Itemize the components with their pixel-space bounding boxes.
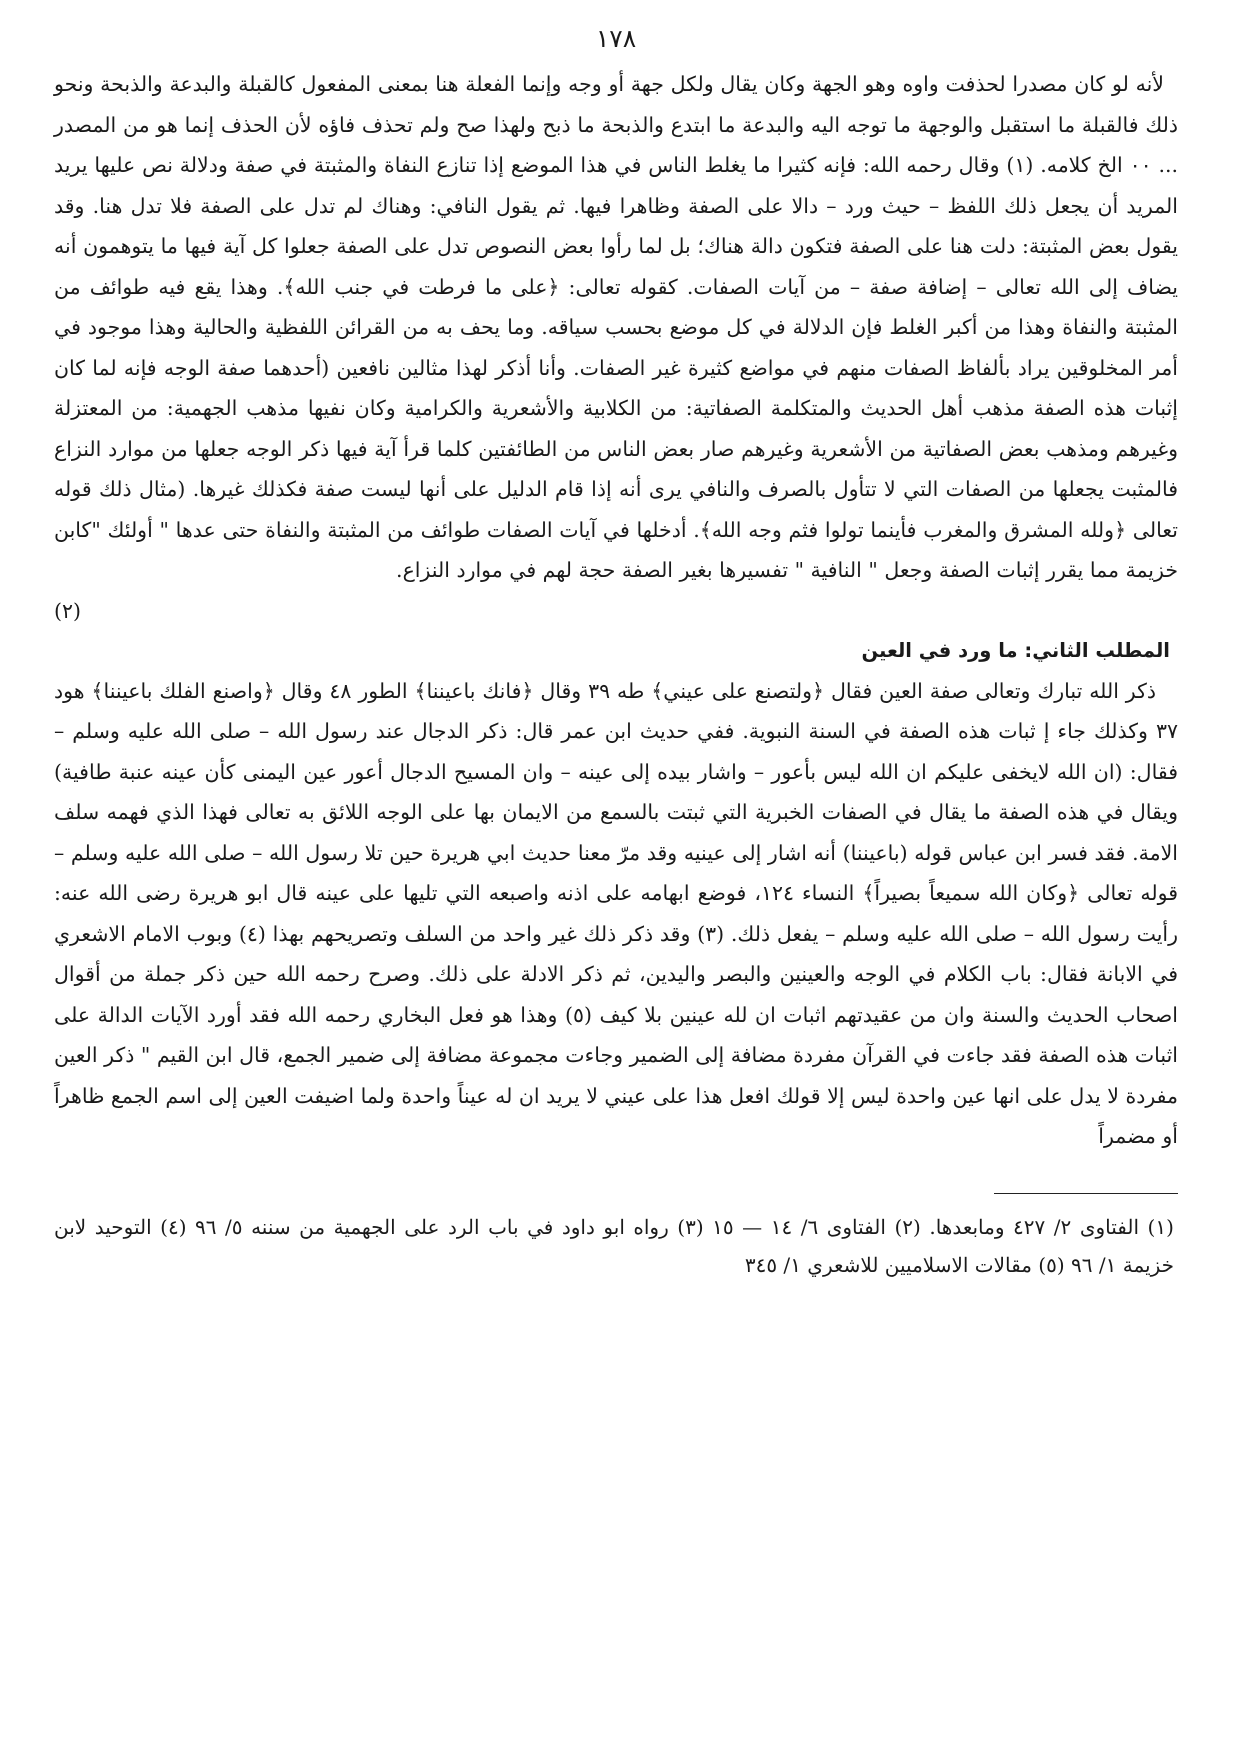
body-paragraph-1: لأنه لو كان مصدرا لحذفت واوه وهو الجهة وكان يقال ولكل جهة أو وجه وإنما الفعلة هنا بمعنى المفعول كالقبلة والبدعة والذبحة ونحو ذلك فالقبلة ما استقبل والوجهة ما توجه اليه والبدعة ما ابتدع والذبحة ما ذبح ولهذا صح ولم تحذف فاؤه لأن الحذف إنما هو من المصدر ... ٠٠ الخ كلامه. (١) وقال رحمه الله: فإنه كثيرا ما يغلط الناس في هذا الموضع إذا تنازع النفاة والمثبتة في صفة ودلالة نص عليها يريد المريد أن يجعل ذلك اللفظ – حيث ورد – دالا على الصفة وظاهرا فيها. ثم يقول النافي: وهناك لم تدل على الصفة فلا تدل هنا. وقد يقول بعض المثبتة: دلت هنا على الصفة فتكون دالة هناك؛ بل لما رأوا بعض النصوص تدل على الصفة جعلوا كل آية فيها ما يتوهمون أنه يضاف إلى الله تعالى – إضافة صفة – من آيات الصفات. كقوله تعالى: ﴿على ما فرطت في جنب الله﴾. وهذا يقع فيه طوائف من المثبتة والنفاة وهذا من أكبر الغلط فإن الدلالة في كل موضع بحسب سياقه. وما يحف به من القرائن اللفظية والحالية وهذا موجود في أمر المخلوقين يراد بألفاظ الصفات منهم في مواضع كثيرة غير الصفات. وأنا أذكر لهذا مثالين نافعين (أحدهما صفة الوجه فإنه لما كان إثبات هذه الصفة مذهب أهل الحديث والمتكلمة الصفاتية: من الكلابية والأشعرية والكرامية وكان نفيها مذهب الجهمية: من المعتزلة وغيرهم ومذهب بعض الصفاتية من الأشعرية وغيرهم صار بعض الناس من الطائفتين كلما قرأ آية فيها ذكر الوجه جعلها من موارد النزاع فالمثبت يجعلها من الصفات التي لا تتأول بالصرف والنافي يرى أنه إذا قام الدليل على أنها ليست صفة فكذلك غيرها. (مثال ذلك قوله تعالى ﴿ولله المشرق والمغرب فأينما تولوا فثم وجه الله﴾. أدخلها في آيات الصفات طوائف من المثبتة والنفاة حتى عدها " أولئك "كابن خزيمة مما يقرر إثبات الصفة وجعل " النافية " تفسيرها بغير الصفة حجة لهم في موارد النزاع.	[54, 72, 1178, 582]
footnote-divider	[994, 1193, 1178, 1194]
page-number: ١٧٨	[595, 24, 637, 53]
section-heading: المطلب الثاني: ما ورد في العين	[861, 638, 1170, 662]
document-page	[54, 22, 1178, 1284]
body-paragraph-2: ذكر الله تبارك وتعالى صفة العين فقال ﴿ولتصنع على عيني﴾ طه ٣٩ وقال ﴿فانك باعيننا﴾ الطور ٤٨ وقال ﴿واصنع الفلك باعيننا﴾ هود ٣٧ وكذلك جاء إ ثبات هذه الصفة في السنة النبوية. ففي حديث ابن عمر قال: ذكر الدجال عند رسول الله – صلى الله عليه وسلم – فقال: (ان الله لايخفى عليكم ان الله ليس بأعور – واشار بيده إلى عينه – وان المسيح الدجال أعور عين اليمنى كأن عينه عنبة طافية) ويقال في هذه الصفة ما يقال في الصفات الخبرية التي ثبتت بالسمع من الايمان بها على الوجه اللائق به تعالى فهذا الذي فهمه سلف الامة. فقد فسر ابن عباس قوله (باعيننا) أنه اشار إلى عينيه وقد مرّ معنا حديث ابي هريرة حين تلا رسول الله – صلى الله عليه وسلم – قوله تعالى ﴿وكان الله سميعاً بصيراً﴾ النساء ١٢٤، فوضع ابهامه على اذنه واصبعه التي تليها على عينه قال ابو هريرة رضى الله عنه: رأيت رسول الله – صلى الله عليه وسلم – يفعل ذلك. (٣) وقد ذكر ذلك غير واحد من السلف وتصريحهم بهذا (٤) وبوب الامام الاشعري في الابانة فقال: باب الكلام في الوجه والعينين والبصر واليدين، ثم ذكر الادلة على ذلك. وصرح رحمه الله حين ذكر جملة من أقوال اصحاب الحديث والسنة وان من عقيدتهم اثبات ان لله عينين بلا كيف (٥) وهذا هو فعل البخاري رحمه الله فقد أورد الآيات الدالة على اثبات هذه الصفة فقد جاءت في القرآن مفردة مضافة إلى الضمير وجاءت مجموعة مضافة إلى ضمير الجمع، قال ابن القيم " ذكر العين مفردة لا يدل على انها عين واحدة ليس إلا قولك افعل هذا على عيني لا يريد ان له عيناً واحدة ولما اضيفت العين إلى اسم الجمع ظاهراً أو مضمراً	[54, 678, 1179, 1148]
footnotes: (١) الفتاوى ٢/ ٤٢٧ ومابعدها. (٢) الفتاوى ٦/ ١٤ — ١٥ (٣) رواه ابو داود في باب الرد على الجهمية من سننه ٥/ ٩٦ (٤) التوحيد لابن خزيمة ١/ ٩٦ (٥) مقالات الاسلاميين للاشعري ١/ ٣٤٥	[54, 1214, 1174, 1277]
footnote-reference-2: (٢)	[54, 598, 82, 623]
